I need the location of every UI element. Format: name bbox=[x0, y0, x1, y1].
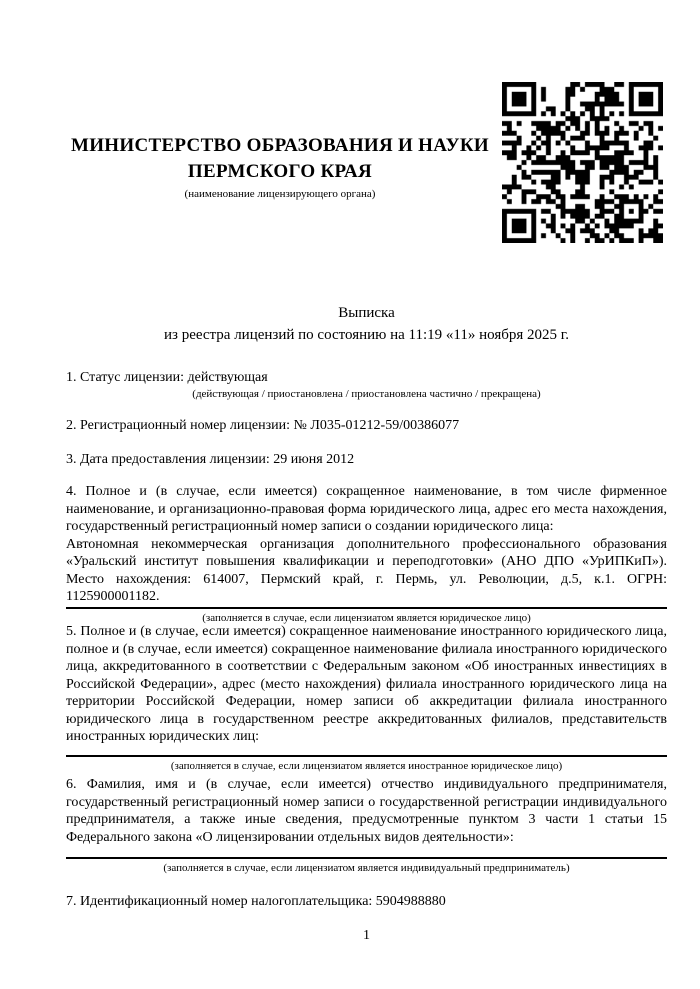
item5-caption: (заполняется в случае, если лицензиатом является иностранное юридическое лицо) bbox=[170, 759, 563, 772]
item4-fill-rule bbox=[66, 607, 667, 609]
item1-caption: (действующая / приостановлена / приостановлена частично / прекращена) bbox=[192, 388, 541, 400]
item6-label: 6. Фамилия, имя и (в случае, если имеется) отчество индивидуального предпринимателя, государственный регистрационный номер записи о государственной регистрации индивидуального предпринимателя, а также иные сведения, предусмотренные пунктом 3 части 1 статьи 15 Федерального закона «О лицензировании отдельных видов деятельности»: bbox=[66, 777, 667, 845]
item1-license-status: 1. Статус лицензии: действующая bbox=[66, 370, 268, 385]
authority-caption: (наименование лицензирующего органа) bbox=[184, 188, 376, 200]
item4-value: Автономная некоммерческая организация дополнительного профессионального образования «Уральский институт повышения квалификации и переподготовки» (АНО ДПО «УрИПКиП»). Место нахождения: 614007, Пермский край, г. Пермь, ул. Революции, д.5, к.1. ОГРН: 1125900001182. bbox=[66, 536, 667, 604]
item3-license-date: 3. Дата предоставления лицензии: 29 июня 2012 bbox=[66, 452, 355, 467]
title-line2: из реестра лицензий по состоянию на 11:19 «11» ноября 2025 г. bbox=[164, 327, 569, 343]
item5-label: 5. Полное и (в случае, если имеется) сокращенное наименование иностранного юридического лица, полное и (в случае, если имеется) сокращенное наименование филиала иностранного юридического лица, аккредитованного в соответствии с Федеральным законом «Об иностранных инвестициях в Российской Федерации», адрес (место нахождения) филиала иностранного юридического лица на территории Российской Федерации, номер записи об аккредитации филиала иностранного юридического лица в государственном реестре аккредитованных филиалов, представительств иностранных юридических лиц: bbox=[66, 624, 667, 744]
item6-entrepreneur-section bbox=[66, 776, 667, 875]
item5-foreign-entity-section bbox=[66, 623, 667, 773]
licensing-authority-header bbox=[66, 133, 494, 201]
item4-caption: (заполняется в случае, если лицензиатом является юридическое лицо) bbox=[202, 611, 531, 624]
authority-name-line2: ПЕРМСКОГО КРАЯ bbox=[187, 161, 373, 182]
authority-name-line1: МИНИСТЕРСТВО ОБРАЗОВАНИЯ И НАУКИ bbox=[70, 135, 490, 156]
item1-caption-wrap bbox=[66, 388, 667, 401]
item4-label: 4. Полное и (в случае, если имеется) сокращенное наименование, в том числе фирменное наименование, и организационно-правовая форма юридического лица, адрес его места нахождения, государственный регистрационный номер записи о создании юридического лица: bbox=[66, 484, 667, 534]
qr-code-canvas bbox=[502, 82, 663, 243]
qr-code-icon bbox=[502, 82, 663, 243]
page-number: 1 bbox=[363, 928, 370, 943]
item4-legal-entity-section bbox=[66, 483, 667, 625]
item5-fill-rule bbox=[66, 755, 667, 757]
title-line1: Выписка bbox=[338, 305, 395, 321]
document-title bbox=[66, 302, 667, 346]
item2-registration-number: 2. Регистрационный номер лицензии: № Л035-01212-59/00386077 bbox=[66, 418, 460, 433]
item6-caption: (заполняется в случае, если лицензиатом является индивидуальный предприниматель) bbox=[163, 862, 570, 874]
item7-taxpayer-number: 7. Идентификационный номер налогоплательщика: 5904988880 bbox=[66, 894, 446, 909]
item6-fill-rule bbox=[66, 857, 667, 859]
